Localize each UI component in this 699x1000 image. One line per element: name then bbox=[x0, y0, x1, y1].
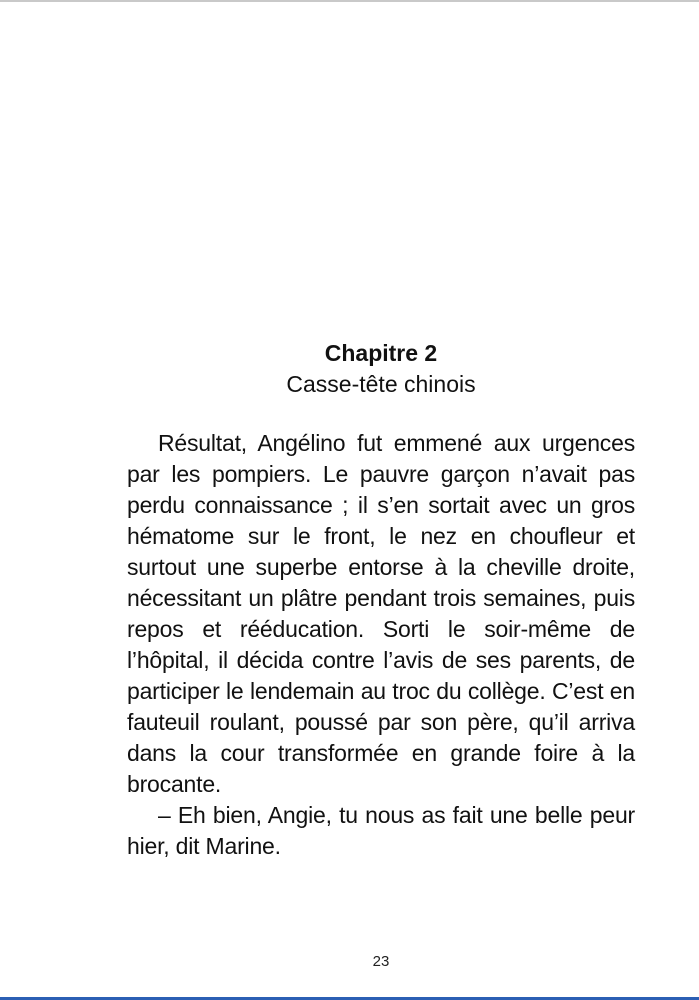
paragraph: – Eh bien, Angie, tu nous as fait une belle peur hier, dit Marine. bbox=[127, 802, 635, 859]
body-text bbox=[127, 428, 635, 862]
chapter-heading bbox=[0, 338, 699, 400]
top-border bbox=[0, 0, 699, 2]
paragraph: Résultat, Angélino fut emmené aux urgences par les pompiers. Le pauvre garçon n’avait pas perdu connaissance ; il s’en sortait avec un gros hématome sur le front, le nez en choufleur et surtout une superbe entorse à la cheville droite, nécessitant un plâtre pendant trois semaines, puis repos et rééducation. Sorti le soir-même de l’hôpital, il décida contre l’avis de ses parents, de participer le lendemain au troc du collège. C’est en fauteuil roulant, poussé par son père, qu’il arriva dans la cour transformée en grande foire à la brocante. bbox=[127, 430, 635, 797]
page-number: 23 bbox=[372, 953, 390, 970]
chapter-title: Chapitre 2 bbox=[324, 340, 438, 366]
chapter-subtitle: Casse-tête chinois bbox=[286, 371, 476, 397]
